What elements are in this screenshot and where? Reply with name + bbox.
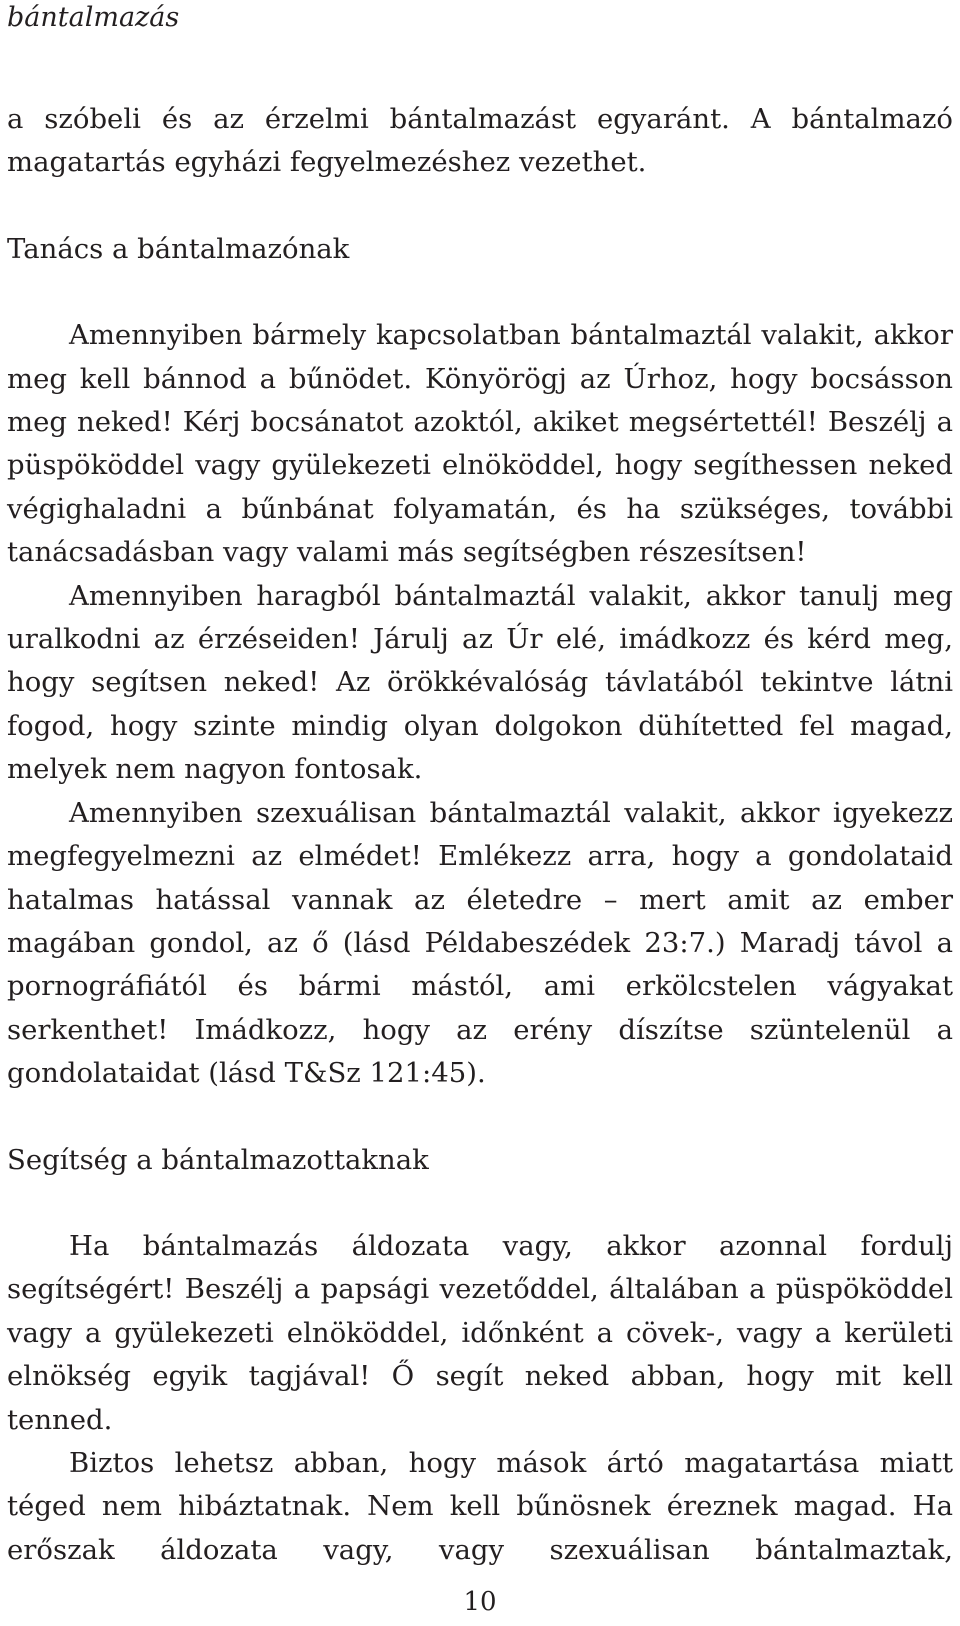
paragraph-seek-help: Ha bántalmazás áldozata vagy, akkor azonnal fordulj segítségért! Beszélj a papsági vezetőddel, általában a püspököddel vagy a gyülekezeti elnököddel, időnként a cövek-, vagy a kerületi elnökség egyik tagjával! Ő segít neked abban, hogy mit kell tenned. (7, 1229, 953, 1436)
page-body (7, 98, 953, 1572)
intro-paragraph: a szóbeli és az érzelmi bántalmazást egyaránt. A bántalmazó magatartás egyházi fegyelmezéshez vezethet. (7, 103, 953, 179)
running-head: bántalmazás (7, 2, 180, 33)
paragraph-anger: Amennyiben haragból bántalmaztál valakit, akkor tanulj meg uralkodni az érzéseiden! Járulj az Úr elé, imádkozz és kérd meg, hogy segítsen neked! Az örökkévalóság távlatából tekintve látni fogod, hogy szinte mindig olyan dolgokon dühítetted fel magad, melyek nem nagyon fontosak. (7, 579, 953, 786)
paragraph-not-blamed: Biztos lehetsz abban, hogy mások ártó magatartása miatt téged nem hibáztatnak. Nem kell bűnösnek éreznek magad. Ha erőszak áldozata vagy, vagy szexuálisan bántalmaztak, (7, 1446, 953, 1566)
paragraph-sexual-abuse: Amennyiben szexuálisan bántalmaztál valakit, akkor igyekezz megfegyelmezni az elmédet! Emlékezz arra, hogy a gondolataid hatalmas hatással vannak az életedre – mert amit az ember magában gondol, az ő (lásd Példabeszédek 23:7.) Maradj távol a pornográfiától és bármi mástól, ami erkölcstelen vágyakat serkenthet! Imádkozz, hogy az erény díszítse szüntelenül a gondolataidat (lásd T&Sz 121:45). (7, 796, 953, 1090)
page-number: 10 (463, 1587, 497, 1617)
section-heading-help-victims: Segítség a bántalmazottaknak (7, 1143, 429, 1176)
section-heading-advice-abuser: Tanács a bántalmazónak (7, 232, 350, 265)
paragraph-repentance: Amennyiben bármely kapcsolatban bántalmaztál valakit, akkor meg kell bánnod a bűnödet. Könyörögj az Úrhoz, hogy bocsásson meg neked! Kérj bocsánatot azoktól, akiket megsértettél! Beszélj a püspököddel vagy gyülekezeti elnököddel, hogy segíthessen neked végighaladni a bűnbánat folyamatán, és ha szükséges, további tanácsadásban vagy valami más segítségben részesítsen! (7, 319, 953, 569)
